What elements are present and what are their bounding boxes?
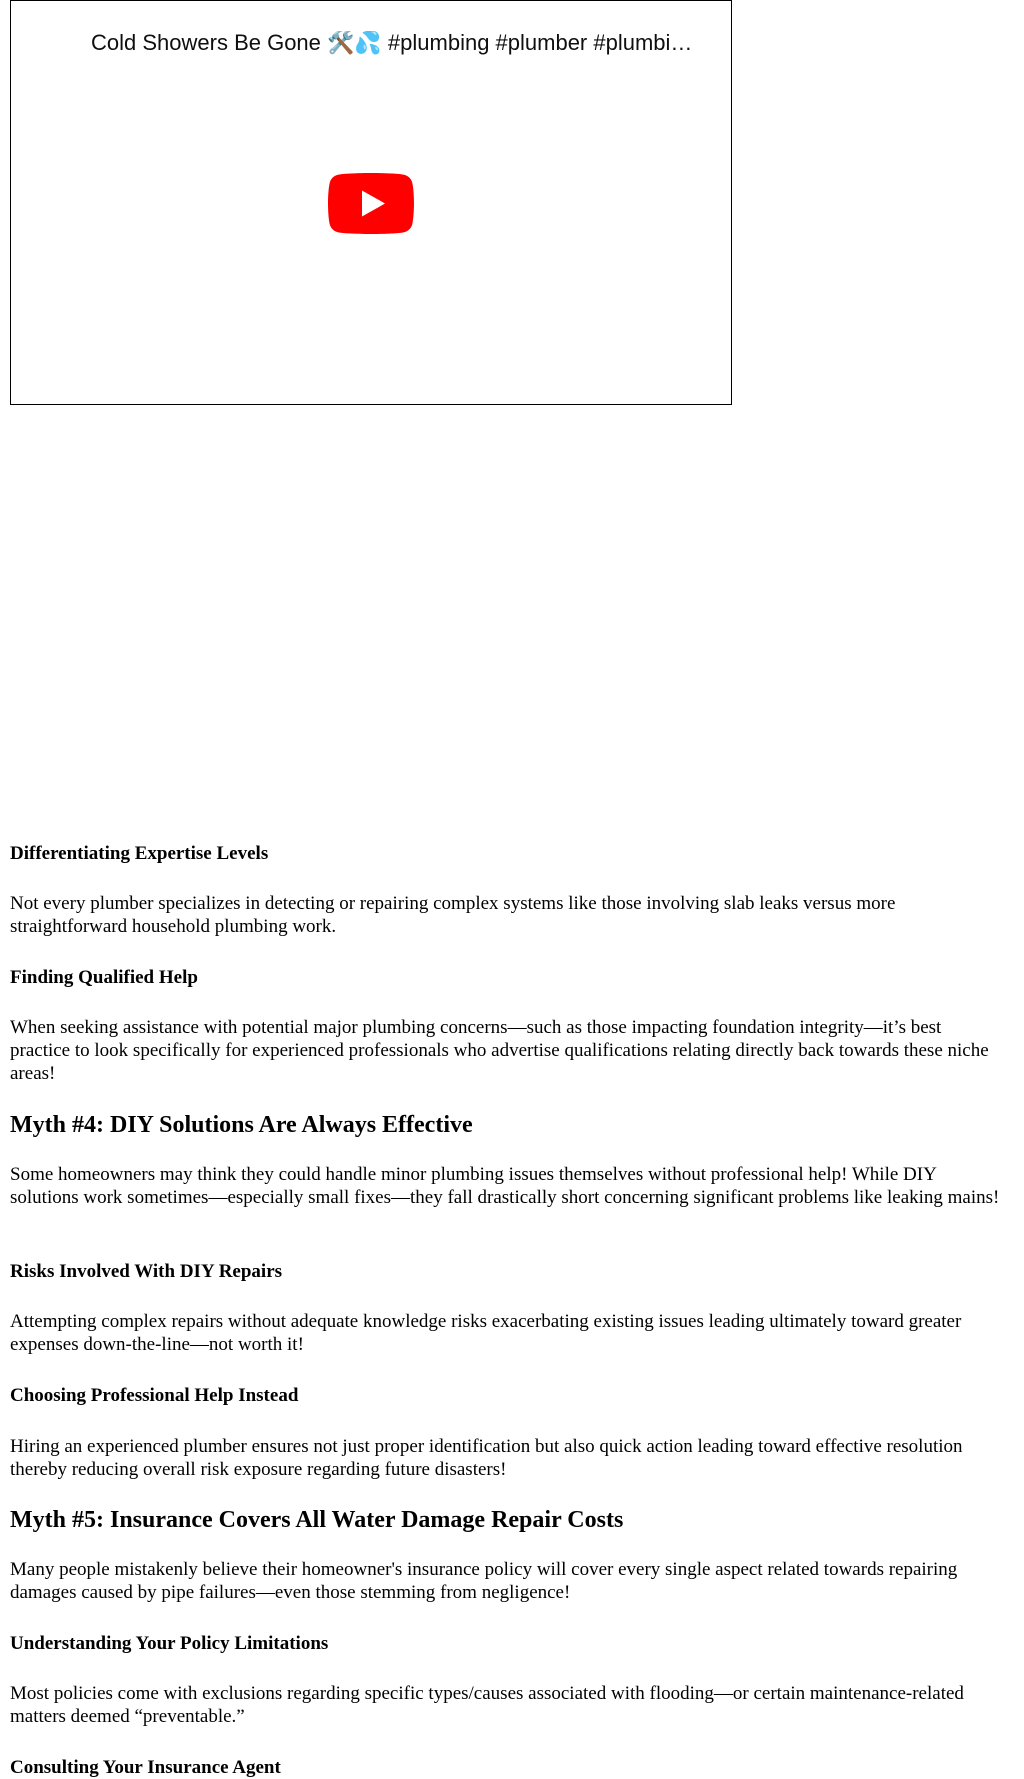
youtube-video-embed[interactable]	[10, 0, 732, 405]
paragraph-finding-qualified-help: When seeking assistance with potential major plumbing concerns—such as those impacting foundation integrity—it’s best practice to look specifically for experienced professionals who advertise qualifications relating directly back towards these niche areas!	[10, 1017, 989, 1084]
heading-choosing-professional: Choosing Professional Help Instead	[10, 1385, 299, 1406]
paragraph-risks-diy: Attempting complex repairs without adequate knowledge risks exacerbating existing issues leading ultimately toward greater expenses down-the-line—not worth it!	[10, 1311, 962, 1355]
paragraph-myth-5: Many people mistakenly believe their homeowner's insurance policy will cover every single aspect related towards repairing damages caused by pipe failures—even those stemming from negligence!	[10, 1559, 958, 1603]
article-page	[10, 0, 1010, 1778]
heading-consulting-agent: Consulting Your Insurance Agent	[10, 1757, 281, 1778]
paragraph-choosing-professional: Hiring an experienced plumber ensures not just proper identification but also quick action leading toward effective resolution thereby reducing overall risk exposure regarding future disasters!	[10, 1436, 963, 1480]
heading-myth-5: Myth #5: Insurance Covers All Water Damage Repair Costs	[10, 1507, 624, 1533]
heading-risks-diy: Risks Involved With DIY Repairs	[10, 1261, 283, 1282]
heading-understanding-policy: Understanding Your Policy Limitations	[10, 1633, 329, 1654]
video-title[interactable]: Cold Showers Be Gone 🛠️💦 #plumbing #plumber #plumbi…	[91, 31, 693, 55]
heading-finding-qualified-help: Finding Qualified Help	[10, 967, 198, 988]
heading-myth-4: Myth #4: DIY Solutions Are Always Effective	[10, 1112, 473, 1138]
paragraph-differentiating-expertise: Not every plumber specializes in detecting or repairing complex systems like those involving slab leaks versus more straightforward household plumbing work.	[10, 893, 896, 937]
youtube-play-icon[interactable]	[328, 173, 414, 234]
paragraph-myth-4: Some homeowners may think they could handle minor plumbing issues themselves without professional help! While DIY solutions work sometimes—especially small fixes—they fall drastically short concerning significant problems like leaking mains!	[10, 1164, 1000, 1208]
paragraph-understanding-policy: Most policies come with exclusions regarding specific types/causes associated with flooding—or certain maintenance-related matters deemed “preventable.”	[10, 1683, 964, 1727]
heading-differentiating-expertise: Differentiating Expertise Levels	[10, 843, 269, 864]
